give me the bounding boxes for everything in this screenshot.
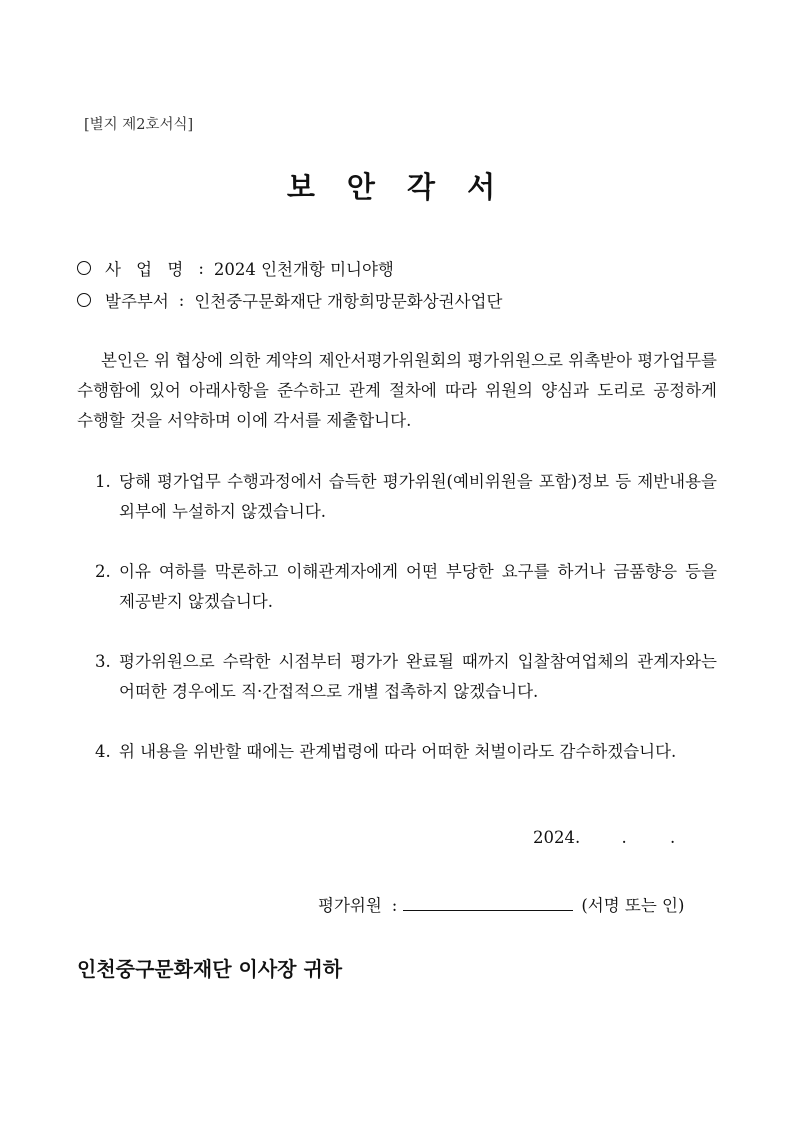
department-separator: :	[178, 290, 185, 310]
date-line	[533, 828, 675, 847]
project-info-line	[77, 256, 394, 280]
signature-separator: :	[391, 896, 398, 915]
pledge-item	[95, 557, 717, 617]
department-label: 발주부서	[105, 292, 169, 311]
document-title: 보 안 각 서	[286, 170, 507, 204]
pledge-item-text: 당해 평가업무 수행과정에서 습득한 평가위원(예비위원을 포함)정보 등 제반내용을 외부에 누설하지 않겠습니다.	[119, 472, 717, 521]
signature-note: (서명 또는 인)	[581, 896, 685, 915]
date-year: 2024.	[533, 828, 581, 847]
pledge-item-text: 평가위원으로 수락한 시점부터 평가가 완료될 때까지 입찰참여업체의 관계자와는 어떠한 경우에도 직·간접적으로 개별 접촉하지 않겠습니다.	[119, 652, 717, 701]
pledge-item	[95, 737, 717, 767]
circle-bullet-icon	[77, 293, 91, 307]
pledge-item	[95, 647, 717, 707]
project-value: 2024 인천개항 미니야행	[213, 260, 394, 279]
date-day-dot: .	[670, 828, 676, 847]
pledge-item-number: 4.	[95, 742, 111, 761]
pledge-item-text: 이유 여하를 막론하고 이해관계자에게 어떤 부당한 요구를 하거나 금품향응 등을 제공받지 않겠습니다.	[119, 562, 717, 611]
project-separator: :	[198, 258, 204, 278]
project-label: 사 업 명	[105, 260, 189, 279]
pledge-item-text: 위 내용을 위반할 때에는 관계법령에 따라 어떠한 처벌이라도 감수하겠습니다.	[119, 742, 677, 761]
department-info-line	[77, 288, 502, 312]
signature-row	[318, 892, 684, 916]
signature-label: 평가위원	[318, 896, 382, 915]
recipient-line: 인천중구문화재단 이사장 귀하	[77, 957, 343, 981]
department-value: 인천중구문화재단 개항희망문화상권사업단	[194, 292, 503, 311]
date-month-dot: .	[621, 828, 627, 847]
pledge-item-number: 3.	[95, 652, 111, 671]
circle-bullet-icon	[77, 261, 91, 275]
signature-line[interactable]	[403, 892, 573, 911]
pledge-item	[95, 467, 717, 527]
pledge-item-number: 2.	[95, 562, 111, 581]
pledge-item-number: 1.	[95, 472, 111, 491]
form-number-label: [별지 제2호서식]	[84, 117, 194, 133]
pledge-intro-paragraph: 본인은 위 협상에 의한 계약의 제안서평가위원회의 평가위원으로 위촉받아 평가업무를 수행함에 있어 아래사항을 준수하고 관계 절차에 따라 위원의 양심과 도리로 공정하게 수행할 것을 서약하며 이에 각서를 제출합니다.	[77, 351, 717, 430]
